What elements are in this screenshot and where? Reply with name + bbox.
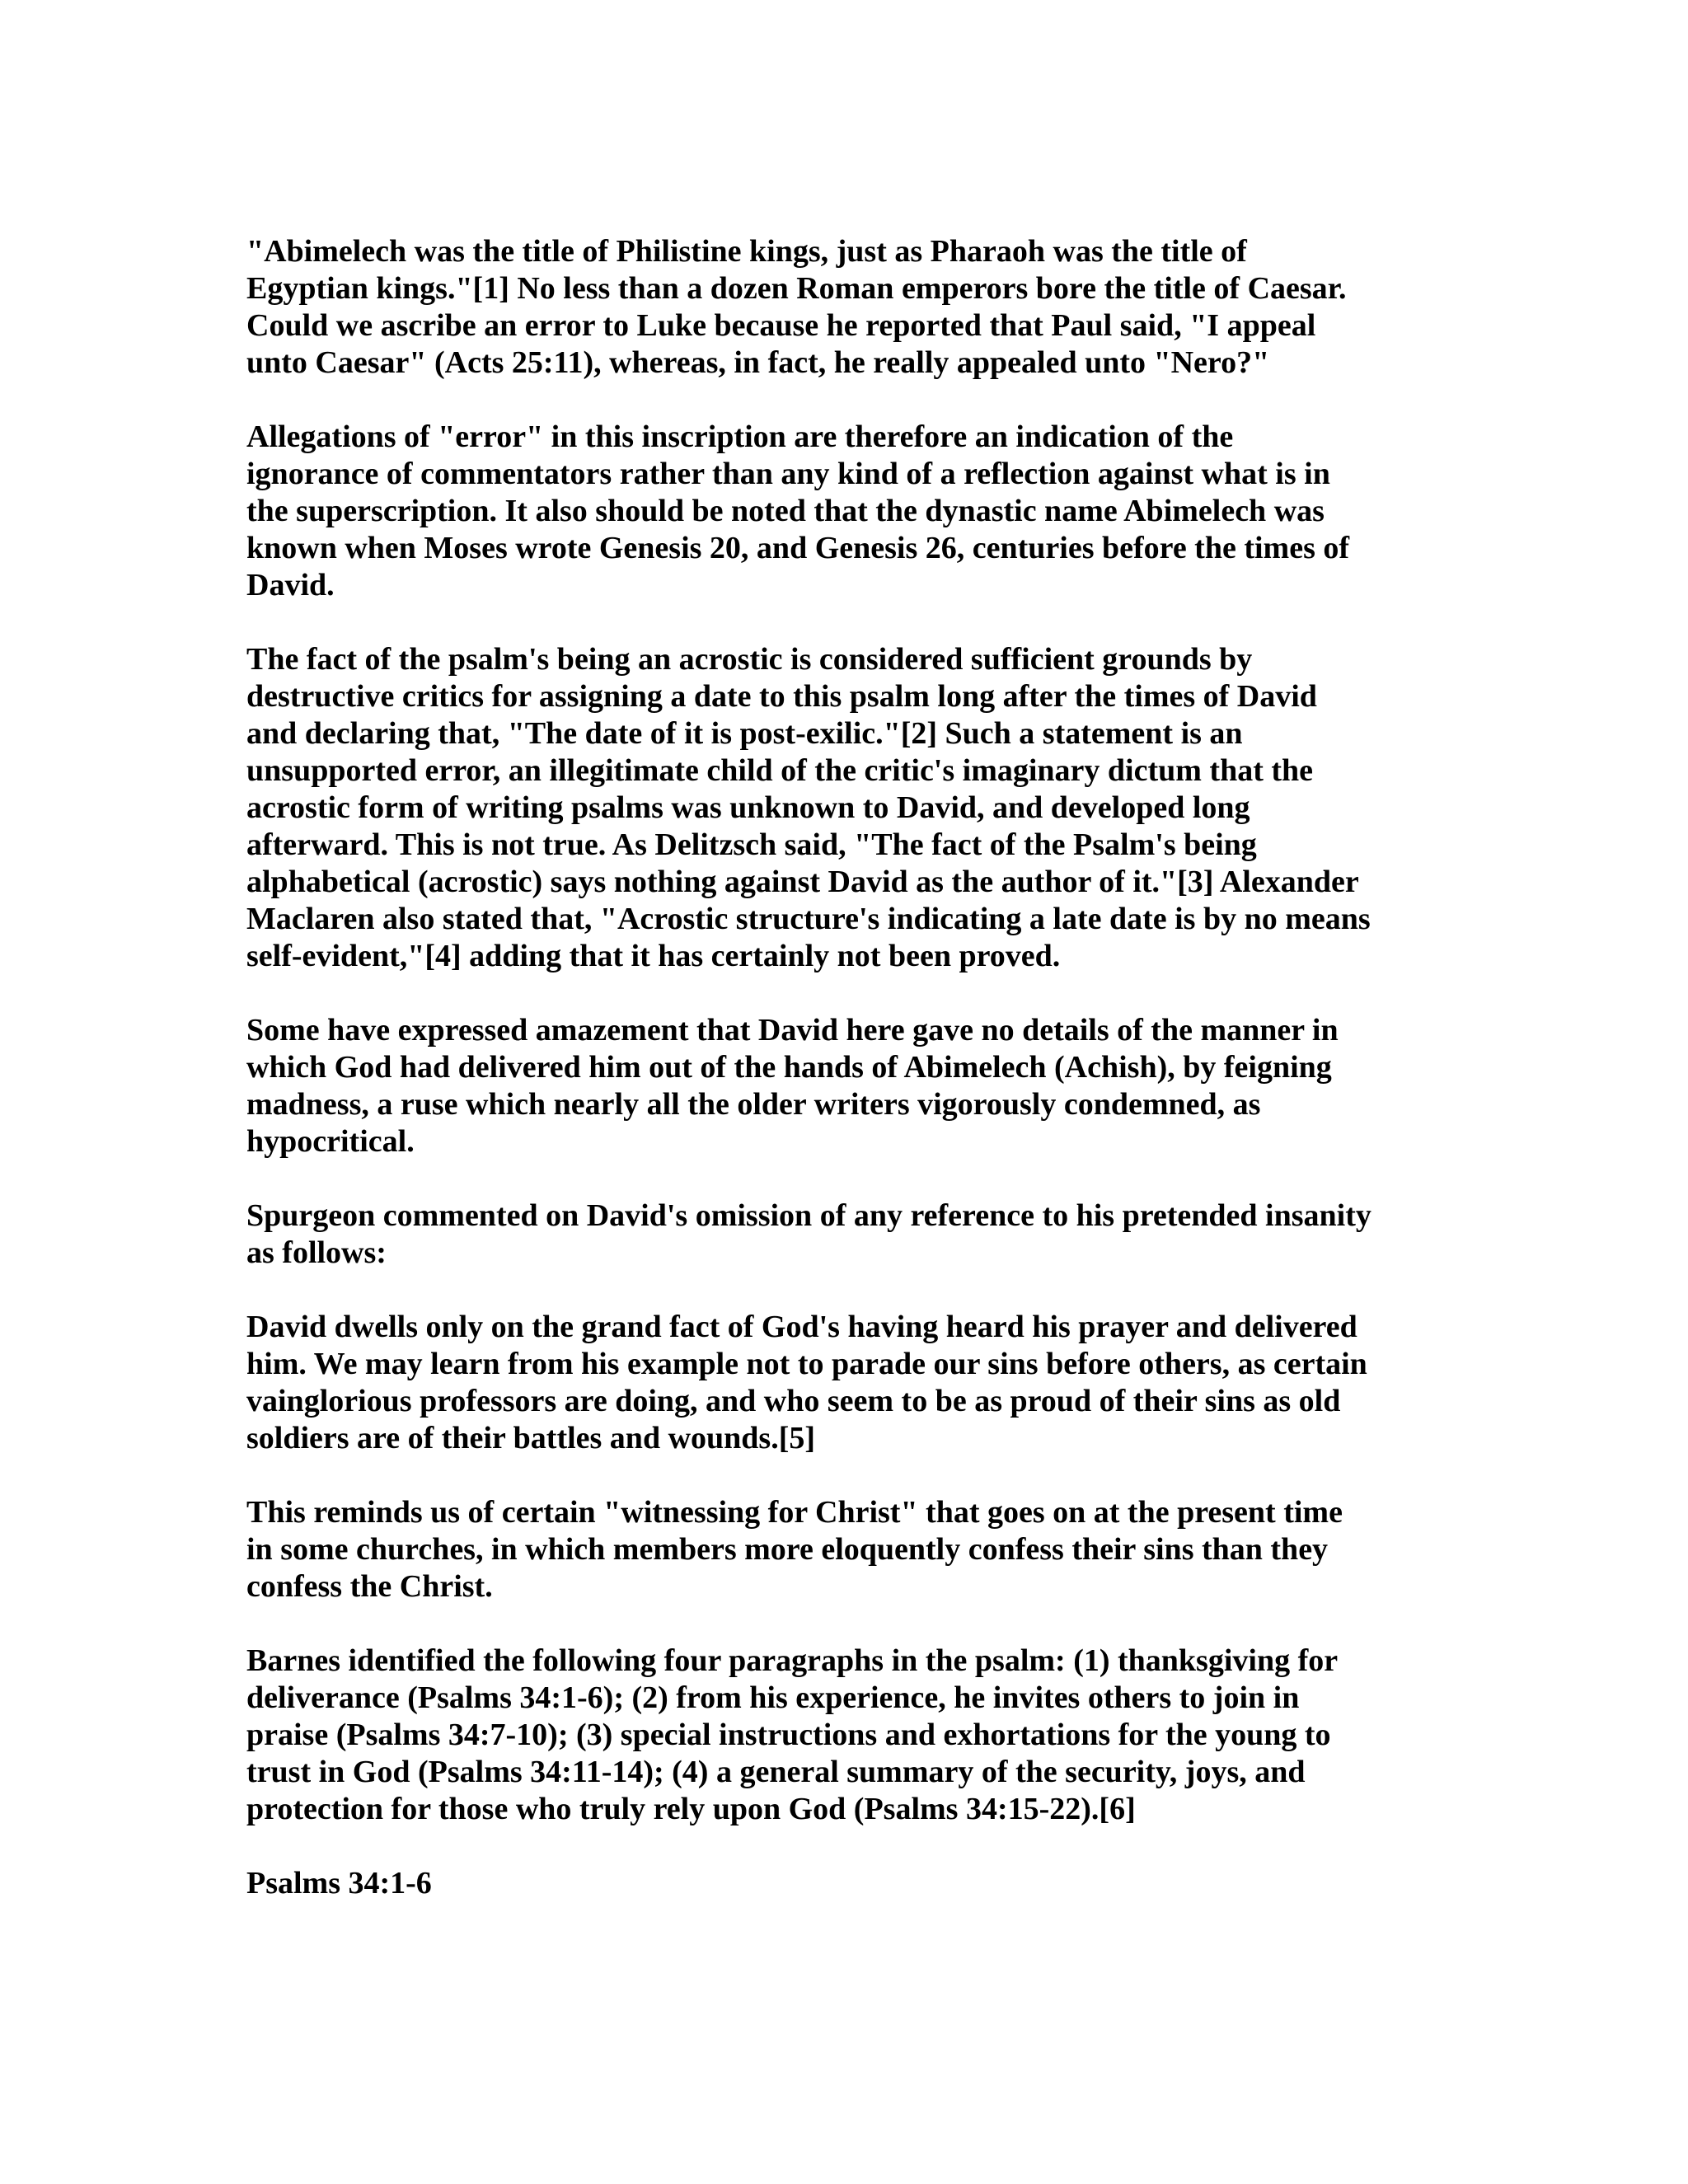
text-line: trust in God (Psalms 34:11-14); (4) a general summary of the security, joys, and: [246, 1755, 1306, 1789]
text-line: and declaring that, "The date of it is post-exilic."[2] Such a statement is an: [246, 716, 1243, 751]
text-line: David.: [246, 568, 335, 602]
text-line: alphabetical (acrostic) says nothing against David as the author of it."[3] Alexander: [246, 865, 1359, 899]
text-line: protection for those who truly rely upon God (Psalms 34:15-22).[6]: [246, 1792, 1136, 1826]
text-line: Maclaren also stated that, "Acrostic structure's indicating a late date is by no means: [246, 902, 1371, 936]
text-line: Egyptian kings."[1] No less than a dozen Roman emperors bore the title of Caesar.: [246, 271, 1347, 306]
text-line: deliverance (Psalms 34:1-6); (2) from his experience, he invites others to join in: [246, 1680, 1300, 1715]
text-line: ignorance of commentators rather than any kind of a reflection against what is in: [246, 457, 1330, 491]
text-line: as follows:: [246, 1235, 387, 1270]
text-line: unto Caesar" (Acts 25:11), whereas, in fact, he really appealed unto "Nero?": [246, 345, 1270, 380]
text-line: acrostic form of writing psalms was unknown to David, and developed long: [246, 790, 1250, 825]
text-line: known when Moses wrote Genesis 20, and Genesis 26, centuries before the times of: [246, 531, 1350, 565]
text-line: him. We may learn from his example not to parade our sins before others, as certain: [246, 1347, 1367, 1381]
text-line: the superscription. It also should be noted that the dynastic name Abimelech was: [246, 494, 1325, 528]
text-line: Some have expressed amazement that David here gave no details of the manner in: [246, 1013, 1339, 1047]
text-line: confess the Christ.: [246, 1569, 493, 1604]
text-line: in some churches, in which members more eloquently confess their sins than they: [246, 1532, 1329, 1567]
section-heading: Psalms 34:1-6: [246, 1866, 432, 1900]
paragraph-allegations-of-error: [246, 419, 1458, 604]
text-line: David dwells only on the grand fact of God's having heard his prayer and delivered: [246, 1310, 1357, 1344]
text-line: afterward. This is not true. As Delitzsch said, "The fact of the Psalm's being: [246, 827, 1257, 862]
paragraph-barnes-outline: [246, 1643, 1458, 1828]
text-line: "Abimelech was the title of Philistine kings, just as Pharaoh was the title of: [246, 234, 1247, 269]
text-line: The fact of the psalm's being an acrostic is considered sufficient grounds by: [246, 642, 1253, 677]
text-line: soldiers are of their battles and wounds.[5]: [246, 1421, 816, 1455]
text-line: This reminds us of certain "witnessing for Christ" that goes on at the present time: [246, 1495, 1343, 1530]
text-line: vainglorious professors are doing, and who seem to be as proud of their sins as old: [246, 1384, 1341, 1418]
text-line: Could we ascribe an error to Luke because he reported that Paul said, "I appeal: [246, 308, 1316, 343]
paragraph-witnessing: [246, 1494, 1458, 1605]
text-line: hypocritical.: [246, 1124, 415, 1159]
text-line: destructive critics for assigning a date to this psalm long after the times of David: [246, 679, 1317, 714]
text-line: praise (Psalms 34:7-10); (3) special instructions and exhortations for the young to: [246, 1718, 1331, 1752]
paragraph-spurgeon-intro: [246, 1197, 1458, 1272]
text-line: Allegations of "error" in this inscription are therefore an indication of the: [246, 419, 1234, 454]
paragraph-acrostic-date: [246, 641, 1458, 975]
document-body: [246, 233, 1458, 1939]
text-line: unsupported error, an illegitimate child of the critic's imaginary dictum that the: [246, 753, 1314, 788]
text-line: madness, a ruse which nearly all the older writers vigorously condemned, as: [246, 1087, 1261, 1122]
paragraph-abimelech-title: [246, 233, 1458, 382]
text-line: which God had delivered him out of the hands of Abimelech (Achish), by feigning: [246, 1050, 1332, 1085]
text-line: Barnes identified the following four paragraphs in the psalm: (1) thanksgiving for: [246, 1643, 1339, 1678]
text-line: Spurgeon commented on David's omission of any reference to his pretended insanity: [246, 1198, 1372, 1233]
paragraph-feigning-madness: [246, 1012, 1458, 1160]
paragraph-spurgeon-quote: [246, 1309, 1458, 1457]
text-line: self-evident,"[4] adding that it has certainly not been proved.: [246, 939, 1061, 973]
